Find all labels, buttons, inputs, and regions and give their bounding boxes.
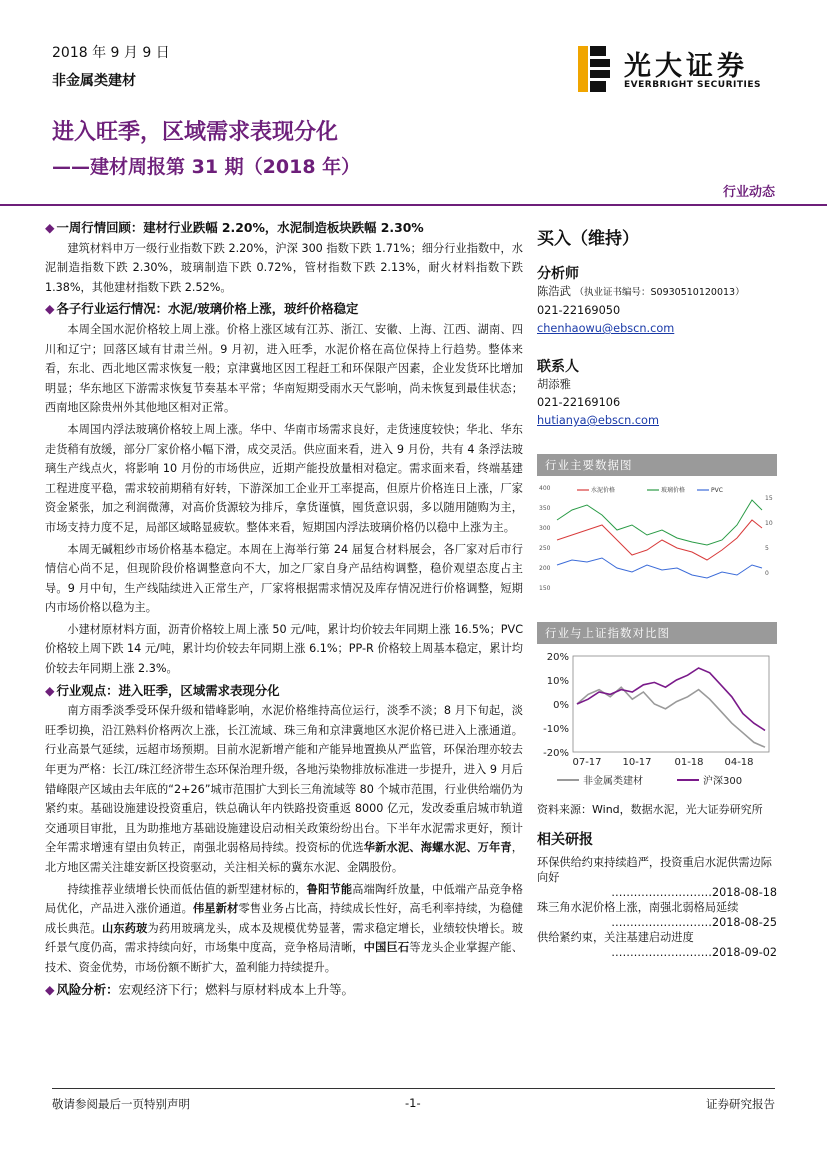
risk-section: ◆ 风险分析：宏观经济下行；燃料与原材料成本上升等。 [45,981,354,997]
page-number: -1- [405,1096,421,1110]
analyst-heading: 分析师 [537,266,579,282]
logo-mark-icon [578,46,612,92]
legend-label: 非金属类建材 [583,776,643,787]
industry-data-chart [537,480,777,600]
mini-yleft-tick: 200 [539,565,551,572]
mini-yleft-tick: 350 [539,505,551,512]
sidebar [537,216,777,960]
mini-legend: PVC [711,487,723,494]
panel-header: 行业主要数据图 [537,454,777,476]
footer-report-type: 证券研究报告 [706,1097,775,1111]
diamond-icon: ◆ [45,220,55,235]
y-tick-label: -10% [543,724,569,735]
contact-phone: 021-22169106 [537,396,621,409]
data-source: 资料来源：Wind，数据水泥，光大证券研究所 [537,803,763,816]
analyst-info: 陈浩武 （执业证书编号：S0930510120013） [537,285,745,298]
paragraph: 小建材原材料方面，沥青价格较上周上涨 50 元/吨，累计均价较去年同期上涨 16.5%；PVC 价格较上周下跌 14 元/吨，累计均价较去年同期上涨 6.1%；PP-R 价格较上周基本稳定，累计均价较去年同期上涨 2.3%。 [45,622,524,676]
y-tick-label: -20% [543,748,569,759]
logo-text-en: EVERBRIGHT SECURITIES [624,80,761,90]
x-tick-label: 04-18 [724,757,754,768]
company-logo [578,46,778,98]
page-subtitle: ——建材周报第 31 期（2018 年） [52,156,361,178]
rating: 买入（维持） [537,229,639,249]
x-tick-label: 10-17 [622,757,652,768]
contact-heading: 联系人 [537,359,579,375]
x-tick-label: 01-18 [674,757,704,768]
report-date: 2018 年 9 月 9 日 [52,45,170,61]
series-line [577,687,765,747]
mini-legend: 水泥价格 [591,487,616,494]
footer-divider [52,1088,775,1089]
paragraph: 本周全国水泥价格较上周上涨。价格上涨区域有江苏、浙江、安徽、上海、江西、湖南、四川和辽宁；回落区域有甘肃兰州。9 月初，进入旺季，水泥价格在高位保持上行趋势。整体来看，东北、西北地区需求恢复一般；京津冀地区因工程赶工和环保限产因素，企业发货环比增加明显；华东地区下游需求恢复节奏基本平常；华南短期受雨水天气影响，尚未恢复到最佳状态；西南地区除贵州外其他地区相对正常。 [45,322,523,415]
section-heading: ◆ 行业观点：进入旺季，区域需求表现分化 [45,682,280,698]
diamond-icon: ◆ [45,301,55,317]
diamond-icon: ◆ [45,981,55,997]
related-report[interactable]: 供给紧约束，关注基建启动进度 ………………………2018-09-02 [537,931,777,959]
footer-disclaimer: 敬请参阅最后一页特别声明 [52,1097,190,1111]
related-report[interactable]: 珠三角水泥价格上涨，南强北弱格局延续 ………………………2018-08-25 [537,901,777,929]
y-tick-label: 0% [553,700,569,711]
paragraph: 本周国内浮法玻璃价格较上周上涨。华中、华南市场需求良好，走货速度较快；华北、华东走货稍有放缓，部分厂家价格小幅下滑，成交灵活。供应面来看，进入 9 月份，共有 4 条浮法玻璃生产线点火，将影响 10 月份的市场供应，近期产能投放量相对稳定。需求面来看，终端基建工程进度平稳，需求较前期稍有好转，下游深加工企业开工率提高，但原片价格连日上涨，厂家资金紧张，加之利润微薄，对高价货源较为排斥，拿货谨慎，囤货意识弱，多以随用随购为主，市场支持力度不足，局部区域略显疲软。整体来看，短期国内浮法玻璃价格仍以稳中上涨为主。 [45,422,523,534]
logo-text-cn: 光大证券 [624,51,748,82]
index-comparison-chart [537,648,777,796]
mini-yleft-tick: 300 [539,525,551,532]
mini-yleft-tick: 250 [539,545,551,552]
analyst-phone: 021-22169050 [537,304,621,317]
section-heading: ◆ 各子行业运行情况：水泥/玻璃价格上涨，玻纤价格稳定 [45,301,359,317]
paragraph: 建筑材料申万一级行业指数下跌 2.20%，沪深 300 指数下跌 1.71%；细分行业指数中，水泥制造指数下跌 2.30%，玻璃制造下跌 0.72%，管材指数下跌 2.13%，耐火材料指数下跌 1.38%，其他建材指数下跌 2.52%。 [45,241,523,294]
paragraph: 本周无碱粗纱市场价格基本稳定。本周在上海举行第 24 届复合材料展会，各厂家对后市行情信心尚不足，但现阶段价格调整意向不大，加之厂家自身产品结构调整，稳价观望态度占主导。9 月中旬，生产线陆续进入正常生产，厂家将根据需求情况及库存情况进行价格调整，短期内市场价格以稳为主。 [45,542,523,615]
contact-name: 胡添雅 [537,378,571,391]
page-title: 进入旺季，区域需求表现分化 [52,120,339,145]
mini-yright-tick: 10 [765,520,773,527]
mini-yright-tick: 5 [765,545,769,552]
mini-yright-tick: 0 [765,570,769,577]
analyst-email-link[interactable]: chenhaowu@ebscn.com [537,322,675,335]
paragraph: 南方雨季淡季受环保升级和错峰影响，水泥价格维持高位运行，淡季不淡；8 月下旬起，淡旺季切换，沿江熟料价格两次上涨，长江流域、珠三角和京津冀地区水泥价格已进入上涨通道。行业高景气延续，远超市场预期。目前水泥新增产能和产能异地置换从严监管，环保治理亦较去年更为严格：长江/珠江经济带生态环保治理升级，各地污染物排放标准进一步提升，进入 9 月后错峰限产区域由去年底的“2+26”城市范围扩大到长三角流域等 80 个城市范围，行业供给端仍为紧约束。基础设施建设投资重启，铁总确认年内铁路投资重返 8000 亿元，发改委重启城市轨道交通项目审批，且为助推地方基础设施建设启动相关政策纷纷出台。下半年水泥需求更好，预计全年需求增速有望由负转正，南强北弱格局持续。投资标的优选华新水泥、海螺水泥、万年青，北方地区需关注雄安新区投资驱动，关注相关标的冀东水泥、金隅股份。 [45,704,523,874]
report-type-tag: 行业动态 [722,185,775,200]
paragraph: 持续推荐业绩增长快而低估值的新型建材标的，鲁阳节能高端陶纤放量，中低端产品竞争格局优化，产品进入涨价通道。伟星新材零售业务占比高，持续成长性好，高毛利率持续，为稳健成长典范。山东药玻为药用玻璃龙头，成本及规模优势显著，需求稳定增长，业绩较快增长。玻纤景气度仍高，需求持续向好，市场集中度高，竞争格局清晰，中国巨石等龙头企业掌握产能、技术、资金优势，市场份额不断扩大，盈利能力持续提升。 [45,882,523,974]
y-tick-label: 10% [546,676,569,687]
section-heading: ◆ 一周行情回顾：建材行业跌幅 2.20%，水泥制造板块跌幅 2.30% [45,220,424,235]
main-content [45,216,523,1000]
y-tick-label: 20% [546,652,569,663]
panel-header: 行业与上证指数对比图 [537,622,777,644]
diamond-icon: ◆ [45,682,55,698]
x-tick-label: 07-17 [572,757,602,768]
mini-yleft-tick: 150 [539,585,551,592]
legend-label: 沪深300 [703,776,743,787]
research-heading: 相关研报 [537,832,593,848]
industry-category: 非金属类建材 [52,73,136,89]
mini-yright-tick: 15 [765,495,773,502]
contact-email-link[interactable]: hutianya@ebscn.com [537,414,659,427]
mini-legend: 玻璃价格 [661,487,686,494]
related-report[interactable]: 环保供给约束持续趋严，投资重启水泥供需边际向好 ………………………2018-08-18 [537,856,777,899]
mini-yleft-tick: 400 [539,485,551,492]
plot-frame [573,656,769,752]
series-line [577,668,765,730]
header-divider [0,204,827,206]
